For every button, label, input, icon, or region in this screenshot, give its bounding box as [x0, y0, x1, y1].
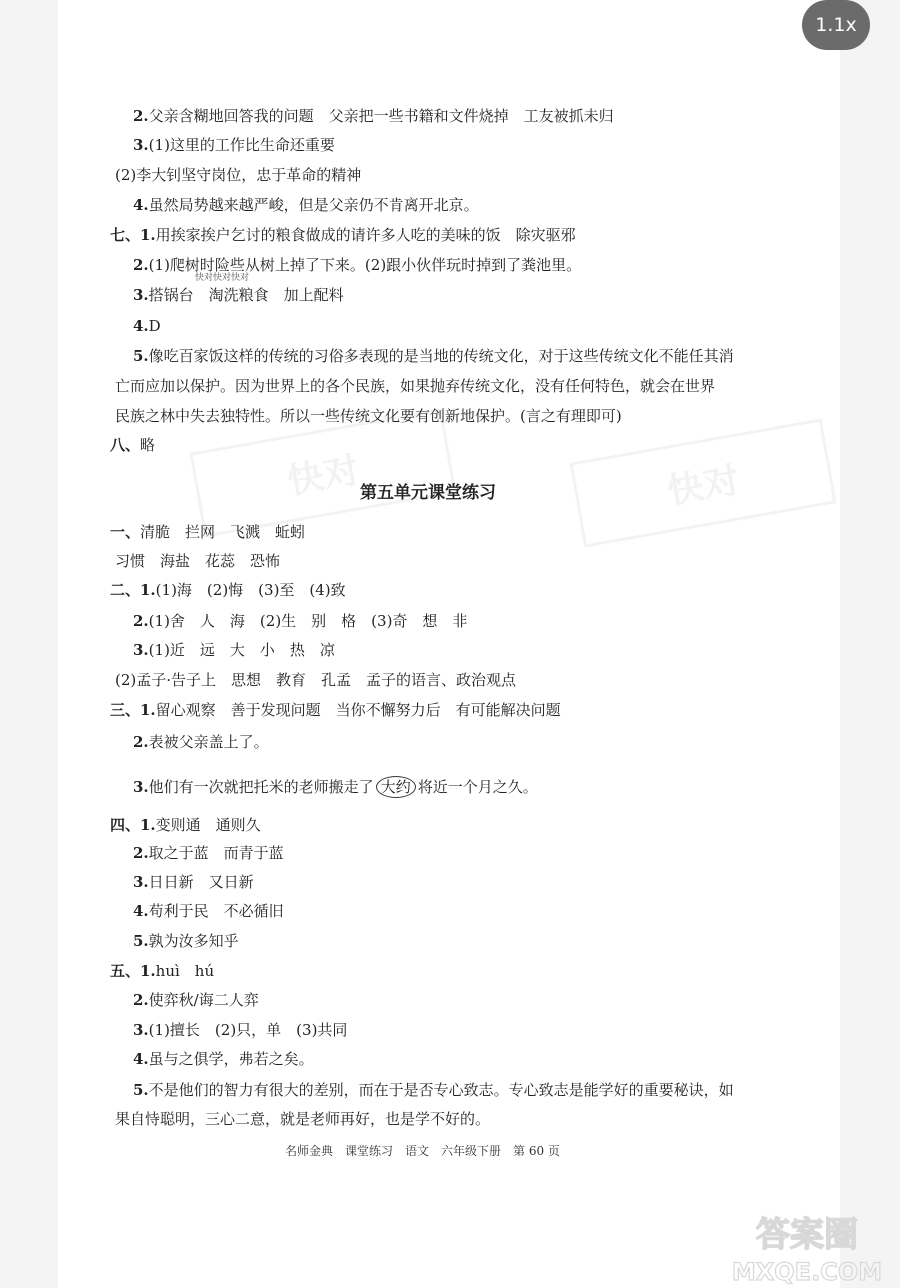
answer-line [115, 376, 715, 396]
answer-text: 日日新 又日新 [148, 873, 254, 891]
zoom-level-badge[interactable]: 1.1x [802, 0, 870, 50]
answer-text: 父亲含糊地回答我的问题 父亲把一些书籍和文件烧掉 工友被抓未归 [148, 107, 614, 125]
answer-line [133, 901, 284, 921]
answer-number: 三、1. [110, 701, 156, 719]
answer-number: 七、1. [110, 226, 156, 244]
answer-number: 3. [133, 873, 149, 891]
answer-number: 五、1. [110, 962, 156, 980]
answer-line [133, 106, 614, 126]
answer-text: (1)近 远 大 小 热 凉 [148, 641, 335, 659]
answer-number: 一、 [110, 523, 141, 541]
answer-text: 民族之林中失去独特性。所以一些传统文化要有创新地保护。(言之有理即可) [115, 407, 622, 425]
answer-text: 取之于蓝 而青于蓝 [148, 844, 284, 862]
answer-number: 2. [133, 733, 149, 751]
answer-text: 不是他们的智力有很大的差别，而在于是否专心致志。专心致志是能学好的重要秘诀，如 [148, 1081, 734, 1099]
answer-text: D [148, 317, 161, 335]
answer-number: 3. [133, 136, 149, 154]
answer-number: 2. [133, 612, 149, 630]
answer-line [133, 346, 734, 366]
answer-number: 3. [133, 286, 149, 304]
answer-line [133, 872, 254, 892]
answer-text: 虽然局势越来越严峻，但是父亲仍不肯离开北京。 [148, 196, 479, 214]
answer-number: 5. [133, 932, 149, 950]
answer-number: 2. [133, 844, 149, 862]
answer-line [115, 551, 280, 571]
answer-number: 5. [133, 1081, 149, 1099]
answer-text: 孰为汝多知乎 [148, 932, 239, 950]
answer-line [133, 1049, 314, 1069]
answer-text: 使弈秋/诲二人弈 [148, 991, 259, 1009]
answer-line [110, 815, 261, 835]
answer-line [133, 732, 269, 752]
answer-line [115, 670, 516, 690]
answer-text: (2)李大钊坚守岗位，忠于革命的精神 [115, 166, 362, 184]
answer-line [133, 255, 581, 275]
answer-line-circled: 3.他们有一次就把托米的老师搬走了 大约 将近一个月之久。 [133, 778, 538, 796]
answer-text: 用挨家挨户乞讨的粮食做成的请许多人吃的美味的饭 除灾驱邪 [155, 226, 576, 244]
answer-line [133, 843, 284, 863]
answer-line [110, 961, 214, 981]
answer-text: 留心观察 善于发现问题 当你不懈努力后 有可能解决问题 [155, 701, 561, 719]
answer-text: 苟利于民 不必循旧 [148, 902, 284, 920]
watermark-right: 快对 [569, 418, 836, 547]
answer-number: 二、1. [110, 581, 156, 599]
answer-number: 2. [133, 107, 149, 125]
answer-line [133, 640, 335, 660]
answer-line [110, 522, 305, 542]
answer-text: huì hú [155, 962, 215, 980]
answer-text: (1)海 (2)悔 (3)至 (4)致 [155, 581, 346, 599]
answer-line [133, 195, 479, 215]
answer-line [133, 135, 335, 155]
answer-number: 2. [133, 991, 149, 1009]
watermark-left: 快对 [189, 408, 456, 537]
page-footer: 名师金典 课堂练习 语文 六年级下册 第 60 页 [285, 1144, 560, 1158]
answer-text: 亡而应加以保护。因为世界上的各个民族，如果抛弃传统文化，没有任何特色，就会在世界 [115, 377, 716, 395]
circled-word: 大约 [376, 776, 416, 798]
answer-text: (2)孟子·告子上 思想 教育 孔孟 孟子的语言、政治观点 [115, 671, 517, 689]
answer-line [115, 406, 622, 426]
answer-text: 虽与之俱学，弗若之矣。 [148, 1050, 314, 1068]
answer-number: 4. [133, 902, 149, 920]
answer-line [133, 931, 239, 951]
svg-text:答案圈: 答案圈 [756, 1215, 858, 1255]
answer-number: 四、1. [110, 816, 156, 834]
answer-text: 像吃百家饭这样的传统的习俗多表现的是当地的传统文化，对于这些传统文化不能任其消 [148, 347, 734, 365]
answer-text: 略 [140, 436, 156, 454]
answer-line [110, 435, 155, 455]
answer-number: 5. [133, 347, 149, 365]
answer-line [133, 990, 259, 1010]
answer-line [110, 580, 346, 600]
answer-line [115, 165, 361, 185]
answer-number: 4. [133, 317, 149, 335]
answer-line [133, 1080, 734, 1100]
answer-text: 变则通 通则久 [155, 816, 261, 834]
answer-line [133, 611, 467, 631]
answer-line [133, 1020, 347, 1040]
answer-number: 3. [133, 641, 149, 659]
corner-logo-icon [722, 1208, 892, 1286]
answer-number: 3. [133, 1021, 149, 1039]
answer-number: 2. [133, 256, 149, 274]
answer-text: (1)爬树时险些从树上掉了下来。(2)跟小伙伴玩时掉到了粪池里。 [148, 256, 582, 274]
answer-text: 习惯 海盐 花蕊 恐怖 [115, 552, 281, 570]
answer-text: 果自恃聪明，三心二意，就是老师再好，也是学不好的。 [115, 1110, 491, 1128]
answer-number: 八、 [110, 436, 141, 454]
answer-line [110, 225, 576, 245]
answer-line [133, 285, 344, 305]
section-title: 第五单元课堂练习 [360, 483, 496, 503]
answer-text: (1)擅长 (2)只，单 (3)共同 [148, 1021, 348, 1039]
answer-text: 表被父亲盖上了。 [148, 733, 269, 751]
answer-text: 搭锅台 淘洗粮食 加上配料 [148, 286, 344, 304]
answer-text: (1)这里的工作比生命还重要 [148, 136, 335, 154]
svg-text:MXQE.COM: MXQE.COM [731, 1258, 883, 1286]
small-watermark: 快对快对快对 [195, 273, 250, 283]
answer-line [110, 700, 561, 720]
answer-text: 清脆 拦网 飞溅 蚯蚓 [140, 523, 306, 541]
answer-number: 4. [133, 1050, 149, 1068]
answer-number: 4. [133, 196, 149, 214]
answer-text: (1)舍 人 海 (2)生 别 格 (3)奇 想 非 [148, 612, 468, 630]
answer-line [133, 316, 161, 336]
answer-line [115, 1109, 490, 1129]
